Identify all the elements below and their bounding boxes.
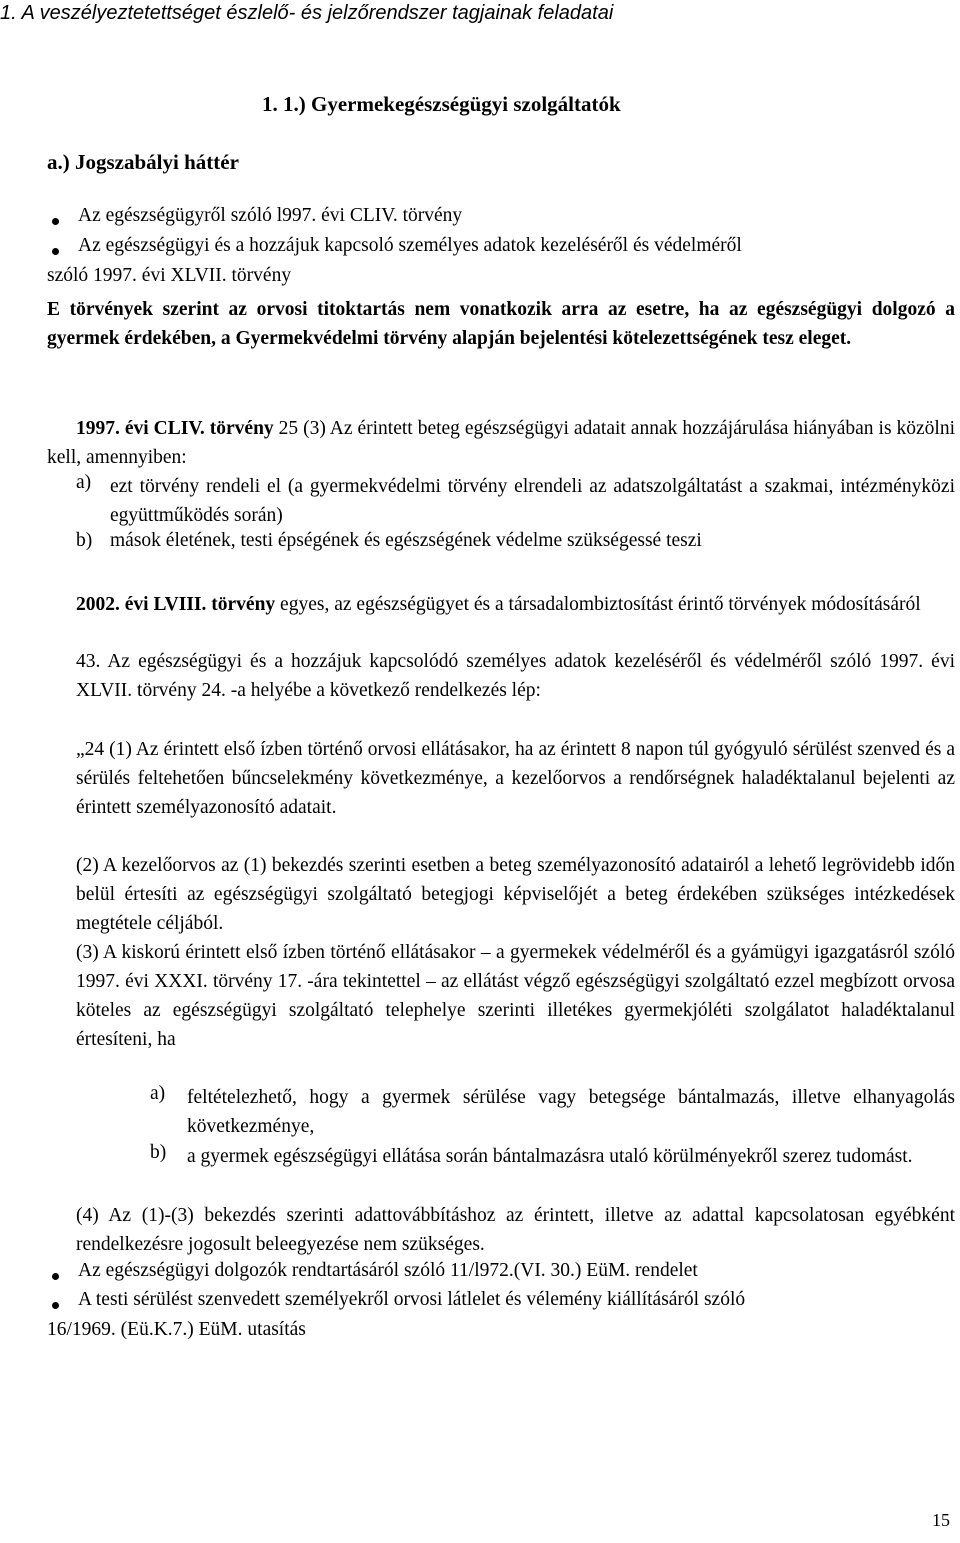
- list-label: a): [150, 1083, 166, 1104]
- lviii-text: egyes, az egészségügyet és a társadalombiztosítást érintő törvények módosításáról: [275, 594, 921, 615]
- list-item-text: feltételezhető, hogy a gyermek sérülése vagy betegsége bántalmazás, illetve elhanyagolás következménye,: [187, 1087, 955, 1137]
- subsection-heading: a.) Jogszabályi háttér: [47, 150, 239, 174]
- bullet-item: A testi sérülést szenvedett személyekről orvosi látlelet és vélemény kiállításáról szóló: [78, 1289, 746, 1310]
- bullet-icon: [52, 218, 59, 225]
- bullet-item-continuation: 16/1969. (Eü.K.7.) EüM. utasítás: [47, 1319, 306, 1340]
- list-item-text: a gyermek egészségügyi ellátása során bántalmazásra utaló körülményekről szerez tudomást.: [187, 1146, 913, 1167]
- lviii-reference: 2002. évi LVIII. törvény: [76, 594, 276, 615]
- list-item-text: mások életének, testi épségének és egészségének védelme szükségessé teszi: [110, 530, 702, 551]
- list-label: a): [76, 472, 92, 493]
- bullet-icon: [52, 1273, 59, 1280]
- paragraph-24-2: (2) A kezelőorvos az (1) bekezdés szerinti esetben a beteg személyazonosító adatairól a lehető legrövidebb időn belül értesíti az egészségügyi szolgáltató betegjogi képviselőjét a beteg érdekében szükséges intézkedések megtétele céljából.: [76, 855, 955, 934]
- bullet-item: Az egészségügyről szóló l997. évi CLIV. törvény: [78, 205, 463, 226]
- bold-paragraph: E törvények szerint az orvosi titoktartás nem vonatkozik arra az esetre, ha az egészségügyi dolgozó a gyermek érdekében, a Gyermekvédelmi törvény alapján bejelentési kötelezettségének tesz eleget.: [47, 299, 955, 349]
- list-label: b): [150, 1142, 167, 1163]
- lviii-paragraph: [76, 590, 955, 619]
- list-label: b): [76, 530, 93, 551]
- paragraph-24-4: (4) Az (1)-(3) bekezdés szerinti adattovábbításhoz az érintett, illetve az adattal kapcsolatosan egyébként rendelkezésre jogosult beleegyezése nem szükséges.: [76, 1205, 955, 1255]
- list-item-text: ezt törvény rendeli el (a gyermekvédelmi törvény elrendeli az adatszolgáltatást a szakmai, intézményközi együttműködés során): [110, 476, 955, 526]
- bullet-icon: [52, 248, 59, 255]
- cliv-reference: 1997. évi CLIV. törvény: [76, 418, 274, 439]
- bullet-icon: [52, 1302, 59, 1309]
- paragraph-43: 43. Az egészségügyi és a hozzájuk kapcsolódó személyes adatok kezeléséről és védelméről szóló 1997. évi XLVII. törvény 24. -a helyébe a következő rendelkezés lép:: [76, 651, 955, 701]
- paragraph-24-1: „24 (1) Az érintett első ízben történő orvosi ellátásakor, ha az érintett 8 napon túl gyógyuló sérülést szenved és a sérülés feltehetően bűncselekmény következménye, a kezelőorvos a rendőrségnek haladéktalanul bejelenti az érintett személyazonosító adatait.: [76, 739, 955, 818]
- bullet-item: Az egészségügyi és a hozzájuk kapcsoló személyes adatok kezeléséről és védelméről: [78, 235, 742, 256]
- paragraph-24-3: (3) A kiskorú érintett első ízben történő ellátásakor – a gyermekek védelméről és a gyámügyi igazgatásról szóló 1997. évi XXXI. törvény 17. -ára tekintettel – az ellátást végző egészségügyi szolgáltató ezzel megbízott orvosa köteles az egészségügyi szolgáltató telephelye szerinti illetékes gyermekjóléti szolgálatot haladéktalanul értesíteni, ha: [76, 942, 955, 1050]
- page-title: 1. A veszélyeztetettséget észlelő- és jelzőrendszer tagjainak feladatai: [0, 2, 614, 24]
- cliv-paragraph: [47, 414, 955, 472]
- bullet-item: Az egészségügyi dolgozók rendtartásáról szóló 11/l972.(VI. 30.) EüM. rendelet: [78, 1260, 698, 1281]
- bullet-item-continuation: szóló 1997. évi XLVII. törvény: [47, 265, 292, 286]
- section-heading: 1. 1.) Gyermekegészségügyi szolgáltatók: [262, 92, 621, 116]
- page-number: 15: [932, 1510, 950, 1530]
- cliv-text: 25 (3) Az érintett beteg egészségügyi adatait annak hozzájárulása hiányában is közölni kell, amennyiben:: [47, 418, 956, 468]
